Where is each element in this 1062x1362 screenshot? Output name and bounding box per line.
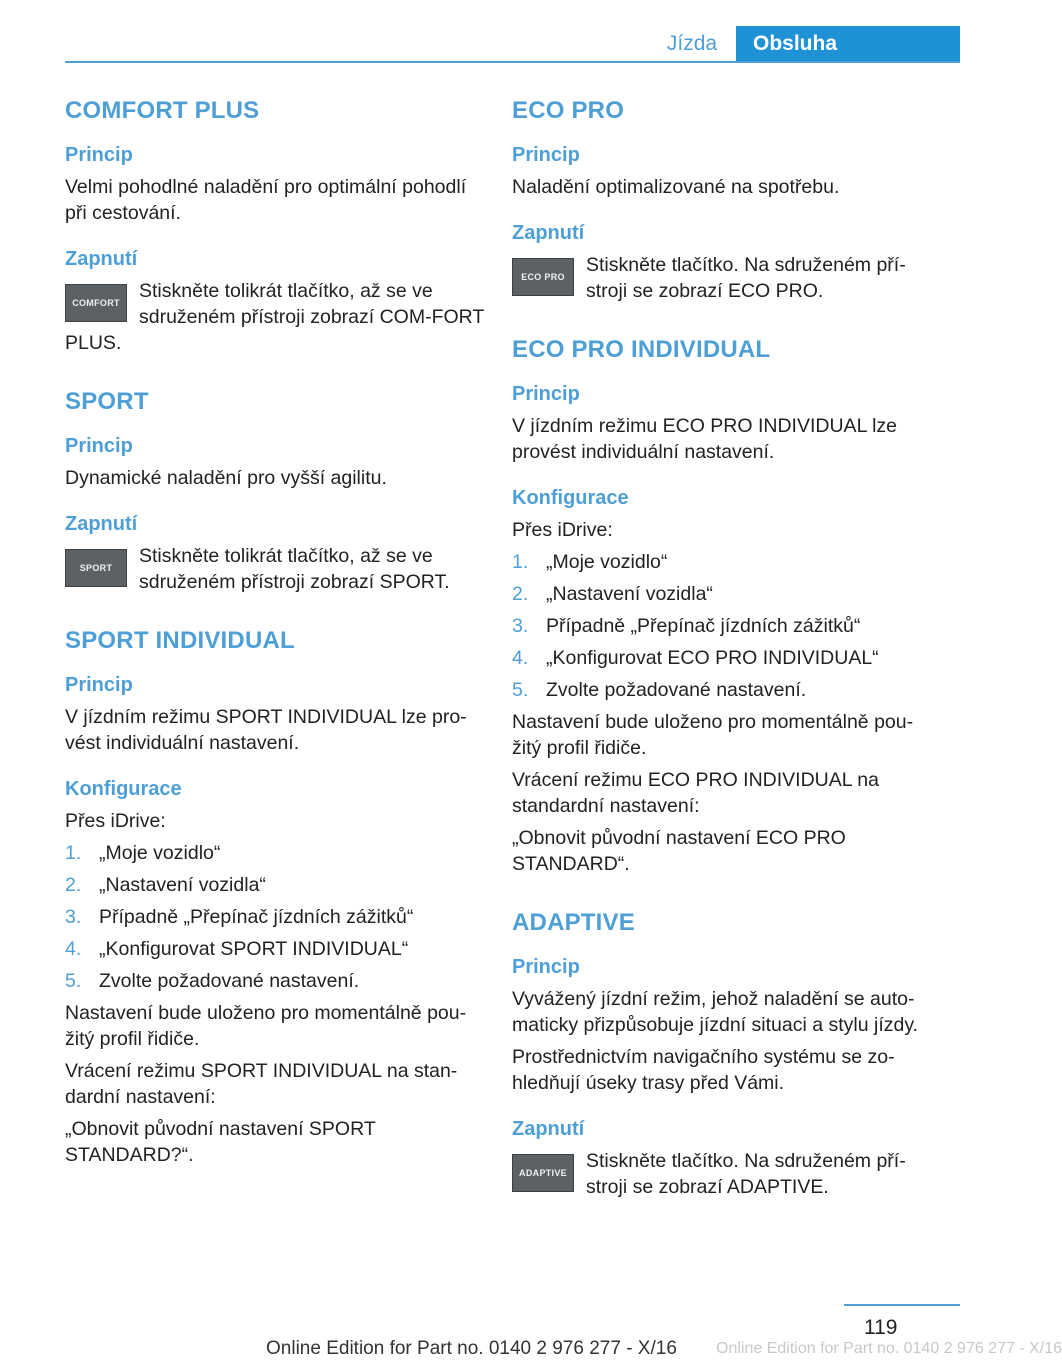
step-number: 5. [65,970,82,992]
sport-button-icon: SPORT [65,549,127,587]
heading-adaptive: ADAPTIVE [512,909,635,936]
via-idrive-text: Přes iDrive: [512,519,613,541]
edition-text: Online Edition for Part no. 0140 2 976 277 - X/16 [266,1338,677,1359]
list-item [512,581,932,607]
step-number: 2. [512,583,529,605]
section-adaptive [512,908,932,1200]
heading-sport: SPORT [65,388,149,415]
principle-text: Dynamické naladění pro vyšší agilitu. [65,467,387,489]
switch-text: Stiskněte tolikrát tlačítko, až se ve sdruženém přístroji zobrazí SPORT. [139,545,450,593]
tab-obsluha[interactable]: Obsluha [736,26,960,62]
subheading-principle: Princip [512,383,580,405]
subheading-principle: Princip [512,144,580,166]
subheading-configuration: Konfigurace [65,778,182,800]
subheading-switch-on: Zapnutí [65,248,138,270]
footer-divider [844,1304,960,1306]
page-header [0,0,960,62]
header-divider [65,61,960,63]
switch-text: Stiskněte tolikrát tlačítko, až se ve sdruženém přístroji zobrazí COM‐FORT PLUS. [65,280,484,354]
step-text: „Moje vozidlo“ [99,842,221,864]
list-item [512,549,932,575]
heading-comfort-plus: COMFORT PLUS [65,97,260,124]
step-text: Případně „Přepínač jízdních zážitků“ [546,615,861,637]
principle-text: V jízdním režimu ECO PRO INDIVIDUAL lze provést individuální nastavení. [512,415,898,463]
subheading-switch-on: Zapnutí [512,222,585,244]
step-number: 5. [512,679,529,701]
comfort-button-icon: COMFORT [65,284,127,322]
step-text: „Nastavení vozidla“ [546,583,713,605]
section-sport-individual [65,626,485,1168]
step-text: Případně „Přepínač jízdních zážitků“ [99,906,414,928]
via-idrive-text: Přes iDrive: [65,810,166,832]
step-text: „Moje vozidlo“ [546,551,668,573]
step-text: Zvolte požadované nastavení. [546,679,807,701]
step-number: 1. [512,551,529,573]
list-item [512,613,932,639]
principle-text: Naladění optimalizované na spotřebu. [512,176,840,198]
left-column [65,96,485,1174]
reset-text: Vrácení režimu SPORT INDIVIDUAL na stan‐dardní nastavení: [65,1060,458,1108]
adaptive-button-icon: ADAPTIVE [512,1154,574,1192]
step-text: Zvolte požadované nastavení. [99,970,360,992]
list-item [512,677,932,703]
heading-eco-pro: ECO PRO [512,97,625,124]
tab-jizda[interactable]: Jízda [666,32,718,55]
principle-text: Vyvážený jízdní režim, jehož naladění se auto‐maticky přizpůsobuje jízdní situaci a stylu jízdy. [512,988,919,1036]
section-sport [65,387,485,595]
step-number: 4. [512,647,529,669]
switch-instruction [65,543,485,595]
list-item [65,840,485,866]
list-item [65,872,485,898]
list-item [65,968,485,994]
saved-text: Nastavení bude uloženo pro momentálně pou‐žitý profil řidiče. [65,1002,467,1050]
section-eco-pro [512,96,932,304]
subheading-configuration: Konfigurace [512,487,629,509]
section-comfort-plus [65,96,485,356]
step-number: 3. [65,906,82,928]
reset-action-text: „Obnovit původní nastavení ECO PRO STANDARD“. [512,827,846,875]
subheading-principle: Princip [65,144,133,166]
watermark-text: Online Edition for Part no. 0140 2 976 277 - X/16 [716,1340,1062,1357]
right-column [512,96,932,1206]
subheading-principle: Princip [65,435,133,457]
step-text: „Nastavení vozidla“ [99,874,266,896]
section-eco-pro-individual [512,335,932,877]
list-item [65,936,485,962]
list-item [65,904,485,930]
step-number: 3. [512,615,529,637]
configuration-steps [65,840,485,994]
switch-instruction [512,252,932,304]
list-item [512,645,932,671]
reset-text: Vrácení režimu ECO PRO INDIVIDUAL na standardní nastavení: [512,769,879,817]
configuration-steps [512,549,932,703]
heading-eco-pro-individual: ECO PRO INDIVIDUAL [512,336,771,363]
subheading-principle: Princip [65,674,133,696]
step-number: 4. [65,938,82,960]
step-text: „Konfigurovat ECO PRO INDIVIDUAL“ [546,647,879,669]
subheading-switch-on: Zapnutí [512,1118,585,1140]
switch-instruction [512,1148,932,1200]
step-text: „Konfigurovat SPORT INDIVIDUAL“ [99,938,409,960]
step-number: 2. [65,874,82,896]
step-number: 1. [65,842,82,864]
principle-text: V jízdním režimu SPORT INDIVIDUAL lze pro‐vést individuální nastavení. [65,706,467,754]
eco-pro-button-icon: ECO PRO [512,258,574,296]
principle-text: Velmi pohodlné naladění pro optimální pohodlí při cestování. [65,176,467,224]
switch-instruction [65,278,485,356]
navigation-text: Prostřednictvím navigačního systému se zo‐hledňují úseky trasy před Vámi. [512,1046,895,1094]
page-number: 119 [864,1316,898,1339]
switch-text: Stiskněte tlačítko. Na sdruženém pří‐stroji se zobrazí ADAPTIVE. [586,1150,906,1198]
heading-sport-individual: SPORT INDIVIDUAL [65,627,295,654]
subheading-principle: Princip [512,956,580,978]
saved-text: Nastavení bude uloženo pro momentálně pou‐žitý profil řidiče. [512,711,914,759]
reset-action-text: „Obnovit původní nastavení SPORT STANDARD?“. [65,1118,376,1166]
switch-text: Stiskněte tlačítko. Na sdruženém pří‐stroji se zobrazí ECO PRO. [586,254,906,302]
subheading-switch-on: Zapnutí [65,513,138,535]
